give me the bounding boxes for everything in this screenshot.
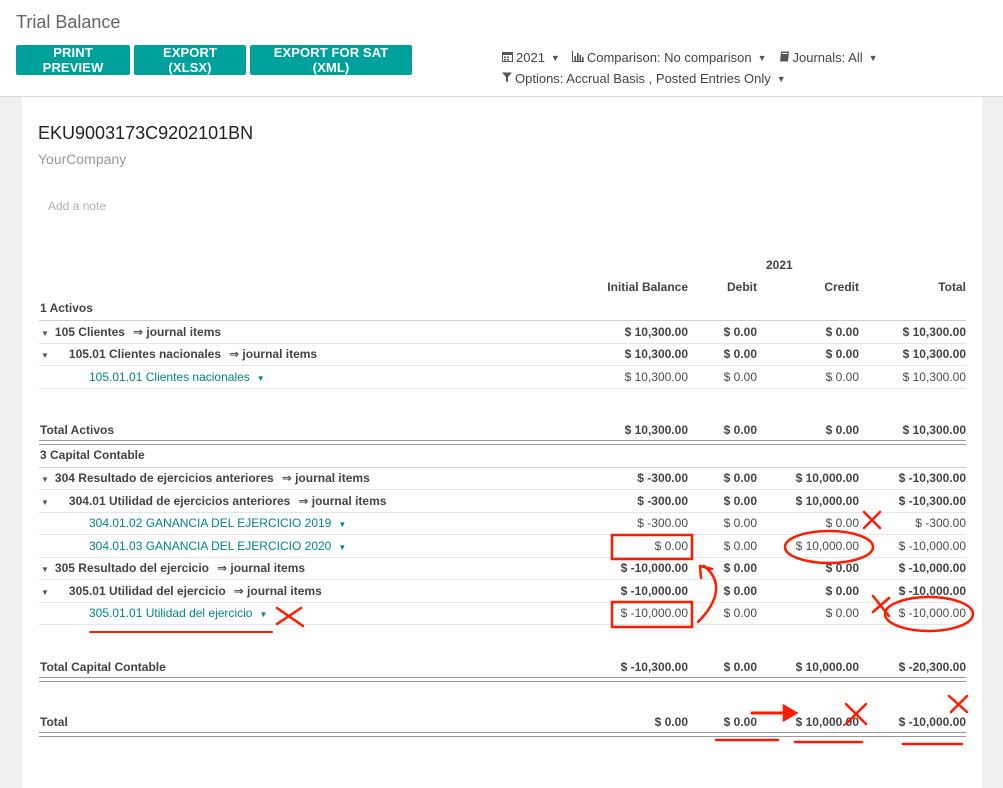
credit-cell: $ 0.00 xyxy=(825,584,859,598)
caret-down-icon[interactable]: ▼ xyxy=(41,475,49,484)
account-row-105[interactable] xyxy=(39,321,966,343)
section-label: 1 Activos xyxy=(40,301,93,315)
add-note-field[interactable]: Add a note xyxy=(48,199,107,213)
debit-cell: $ 0.00 xyxy=(723,494,757,508)
debit-cell: $ 0.00 xyxy=(723,539,757,553)
initial-balance-cell: $ 10,300.00 xyxy=(624,370,688,384)
grand-total-row xyxy=(39,711,966,733)
print-preview-button[interactable]: PRINT PREVIEW xyxy=(16,45,130,75)
journal-items-link[interactable]: ⇒ journal items xyxy=(229,347,318,361)
total-cell: $ -10,000.00 xyxy=(898,715,966,729)
debit-cell: $ 0.00 xyxy=(723,561,757,575)
period-header: 2021 xyxy=(766,258,793,272)
debit-cell: $ 0.00 xyxy=(723,584,757,598)
account-label: 305.01 Utilidad del ejercicio xyxy=(68,584,226,598)
total-cell: $ -10,000.00 xyxy=(898,606,966,620)
total-cell: $ -10,000.00 xyxy=(898,584,966,598)
caret-down-icon[interactable]: ▼ xyxy=(41,351,49,360)
options-filter-label: Options: Accrual Basis , Posted Entries Only xyxy=(515,71,771,86)
calendar-icon xyxy=(502,51,513,65)
credit-cell: $ 0.00 xyxy=(825,561,859,575)
credit-cell: $ 10,000.00 xyxy=(795,494,859,508)
caret-down-icon: ▼ xyxy=(776,73,786,84)
debit-cell: $ 0.00 xyxy=(723,516,757,530)
account-row-305[interactable] xyxy=(39,557,966,579)
total-cell: $ -10,300.00 xyxy=(898,494,966,508)
journal-items-link[interactable]: ⇒ journal items xyxy=(217,561,306,575)
initial-balance-cell: $ 0.00 xyxy=(654,715,688,729)
account-row-304-01-03[interactable] xyxy=(39,535,966,557)
account-link[interactable]: 304.01.03 GANANCIA DEL EJERCICIO 2020 xyxy=(89,539,332,553)
journal-items-link[interactable]: ⇒ journal items xyxy=(233,584,322,598)
filter-bar xyxy=(502,47,890,89)
company-id: EKU9003173C9202101BN xyxy=(38,123,254,143)
caret-down-icon[interactable]: ▼ xyxy=(338,543,347,552)
caret-down-icon[interactable]: ▼ xyxy=(338,520,347,529)
caret-down-icon: ▼ xyxy=(868,52,878,63)
initial-balance-cell: $ 10,300.00 xyxy=(624,325,688,339)
account-row-305-01[interactable] xyxy=(39,580,966,602)
account-label: 105.01 Clientes nacionales xyxy=(68,347,222,361)
credit-cell: $ 10,000.00 xyxy=(795,539,859,553)
section-header-activos xyxy=(39,297,966,319)
comparison-filter-label: Comparison: No comparison xyxy=(586,50,752,65)
account-row-304-01-02[interactable] xyxy=(39,512,966,534)
caret-down-icon: ▼ xyxy=(550,52,560,63)
journals-filter-label: Journals: All xyxy=(792,50,863,65)
double-rule xyxy=(39,732,966,737)
credit-cell: $ 10,000.00 xyxy=(795,715,859,729)
section-header-capital xyxy=(39,444,966,466)
initial-balance-cell: $ -10,000.00 xyxy=(620,606,688,620)
credit-cell: $ 0.00 xyxy=(825,423,859,437)
options-filter[interactable] xyxy=(502,71,786,86)
initial-balance-cell: $ 10,300.00 xyxy=(624,423,688,437)
account-link[interactable]: 304.01.02 GANANCIA DEL EJERCICIO 2019 xyxy=(89,516,332,530)
debit-cell: $ 0.00 xyxy=(723,325,757,339)
caret-down-icon[interactable]: ▼ xyxy=(41,588,49,597)
divider xyxy=(39,388,966,389)
total-cell: $ 10,300.00 xyxy=(902,325,966,339)
total-row-activos xyxy=(39,419,966,441)
divider xyxy=(39,624,966,625)
initial-balance-cell: $ -300.00 xyxy=(637,494,688,508)
debit-cell: $ 0.00 xyxy=(723,423,757,437)
total-cell: $ 10,300.00 xyxy=(902,347,966,361)
total-cell: $ 10,300.00 xyxy=(902,370,966,384)
initial-balance-cell: $ -300.00 xyxy=(637,516,688,530)
company-name: YourCompany xyxy=(38,151,127,167)
total-label: Total Capital Contable xyxy=(40,660,166,674)
initial-balance-cell: $ -10,000.00 xyxy=(620,561,688,575)
credit-cell: $ 0.00 xyxy=(825,606,859,620)
credit-cell: $ 10,000.00 xyxy=(795,471,859,485)
comparison-filter[interactable] xyxy=(572,50,767,65)
total-cell: $ -10,000.00 xyxy=(898,561,966,575)
initial-balance-cell: $ -10,300.00 xyxy=(620,660,688,674)
total-cell: $ -300.00 xyxy=(915,516,966,530)
account-link[interactable]: 305.01.01 Utilidad del ejercicio xyxy=(89,606,253,620)
date-filter[interactable] xyxy=(502,50,560,65)
export-xlsx-button[interactable]: EXPORT (XLSX) xyxy=(134,45,246,75)
account-label: 105 Clientes xyxy=(54,325,125,339)
total-cell: $ -10,000.00 xyxy=(898,539,966,553)
initial-balance-cell: $ -10,000.00 xyxy=(620,584,688,598)
caret-down-icon[interactable]: ▼ xyxy=(259,610,268,619)
debit-cell: $ 0.00 xyxy=(723,715,757,729)
total-cell: $ -20,300.00 xyxy=(898,660,966,674)
column-header-debit: Debit xyxy=(727,280,757,294)
caret-down-icon[interactable]: ▼ xyxy=(41,329,49,338)
debit-cell: $ 0.00 xyxy=(723,660,757,674)
filter-icon xyxy=(502,72,512,86)
caret-down-icon[interactable]: ▼ xyxy=(41,498,49,507)
account-row-304-01[interactable] xyxy=(39,490,966,512)
report-sheet xyxy=(22,97,982,788)
journal-items-link[interactable]: ⇒ journal items xyxy=(281,471,370,485)
account-link[interactable]: 105.01.01 Clientes nacionales xyxy=(89,370,250,384)
debit-cell: $ 0.00 xyxy=(723,370,757,384)
control-panel xyxy=(0,0,1003,97)
credit-cell: $ 0.00 xyxy=(825,347,859,361)
caret-down-icon[interactable]: ▼ xyxy=(41,565,49,574)
account-row-305-01-01[interactable] xyxy=(39,602,966,624)
caret-down-icon: ▼ xyxy=(757,52,767,63)
account-label: 304.01 Utilidad de ejercicios anteriores xyxy=(68,494,291,508)
double-rule xyxy=(39,677,966,682)
total-cell: $ -10,300.00 xyxy=(898,471,966,485)
column-header-total: Total xyxy=(938,280,966,294)
debit-cell: $ 0.00 xyxy=(723,347,757,361)
debit-cell: $ 0.00 xyxy=(723,606,757,620)
section-label: 3 Capital Contable xyxy=(40,448,145,462)
account-row-304[interactable] xyxy=(39,467,966,489)
page-title: Trial Balance xyxy=(16,12,121,32)
column-header-initial-balance: Initial Balance xyxy=(607,280,688,294)
account-label: 305 Resultado del ejercicio xyxy=(54,561,209,575)
total-cell: $ 10,300.00 xyxy=(902,423,966,437)
credit-cell: $ 0.00 xyxy=(825,325,859,339)
credit-cell: $ 10,000.00 xyxy=(795,660,859,674)
account-row-105-01[interactable] xyxy=(39,343,966,365)
total-label: Total xyxy=(40,715,68,729)
bar-chart-icon xyxy=(572,51,584,65)
journal-items-link[interactable]: ⇒ journal items xyxy=(298,494,387,508)
initial-balance-cell: $ 0.00 xyxy=(654,539,688,553)
journals-filter[interactable] xyxy=(779,50,878,65)
journal-items-link[interactable]: ⇒ journal items xyxy=(132,325,222,339)
total-row-capital xyxy=(39,656,966,678)
debit-cell: $ 0.00 xyxy=(723,471,757,485)
account-label: 304 Resultado de ejercicios anteriores xyxy=(54,471,274,485)
credit-cell: $ 0.00 xyxy=(825,370,859,384)
column-header-credit: Credit xyxy=(824,280,859,294)
caret-down-icon[interactable]: ▼ xyxy=(256,374,265,383)
account-row-105-01-01[interactable] xyxy=(39,366,966,388)
credit-cell: $ 0.00 xyxy=(825,516,859,530)
export-sat-xml-button[interactable]: EXPORT FOR SAT (XML) xyxy=(250,45,412,75)
total-label: Total Activos xyxy=(40,423,115,437)
initial-balance-cell: $ 10,300.00 xyxy=(624,347,688,361)
initial-balance-cell: $ -300.00 xyxy=(637,471,688,485)
book-icon xyxy=(779,51,790,65)
date-filter-label: 2021 xyxy=(516,50,545,65)
